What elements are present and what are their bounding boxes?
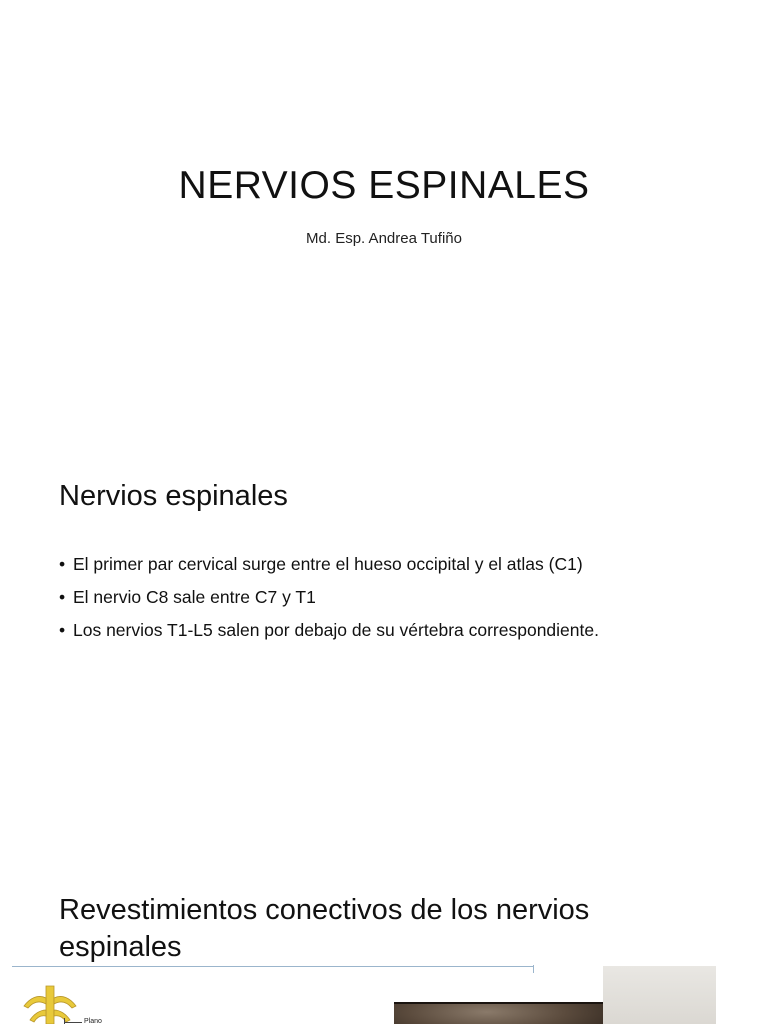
slide-title: Nervios espinales [59,480,288,512]
list-item [59,581,599,614]
presentation-title: NERVIOS ESPINALES [178,164,590,207]
bullet-marker: • [59,620,66,640]
frame-tick [533,965,534,973]
bullet-marker: • [59,554,66,574]
figure-label: Plano [84,1018,102,1024]
photo-image [603,966,716,1024]
label-leader-line [64,1022,82,1023]
list-item [59,614,599,647]
title-slide [0,0,768,430]
spinal-nerve-illustration [20,984,80,1024]
content-slide-revestimientos [0,852,768,1024]
bullet-list [59,548,599,647]
list-item-text: Los nervios T1-L5 salen por debajo de su vértebra correspondiente. [73,620,599,640]
bullet-marker: • [59,587,66,607]
micrograph-image [394,1002,626,1024]
content-slide-nervios [0,432,768,850]
author-subtitle: Md. Esp. Andrea Tufiño [306,230,462,247]
slide-title: Revestimientos conectivos de los nervios espinales [59,894,590,963]
list-item-text: El primer par cervical surge entre el hueso occipital y el atlas (C1) [73,554,583,574]
list-item [59,548,599,581]
list-item-text: El nervio C8 sale entre C7 y T1 [73,587,316,607]
label-bracket [64,1018,65,1024]
